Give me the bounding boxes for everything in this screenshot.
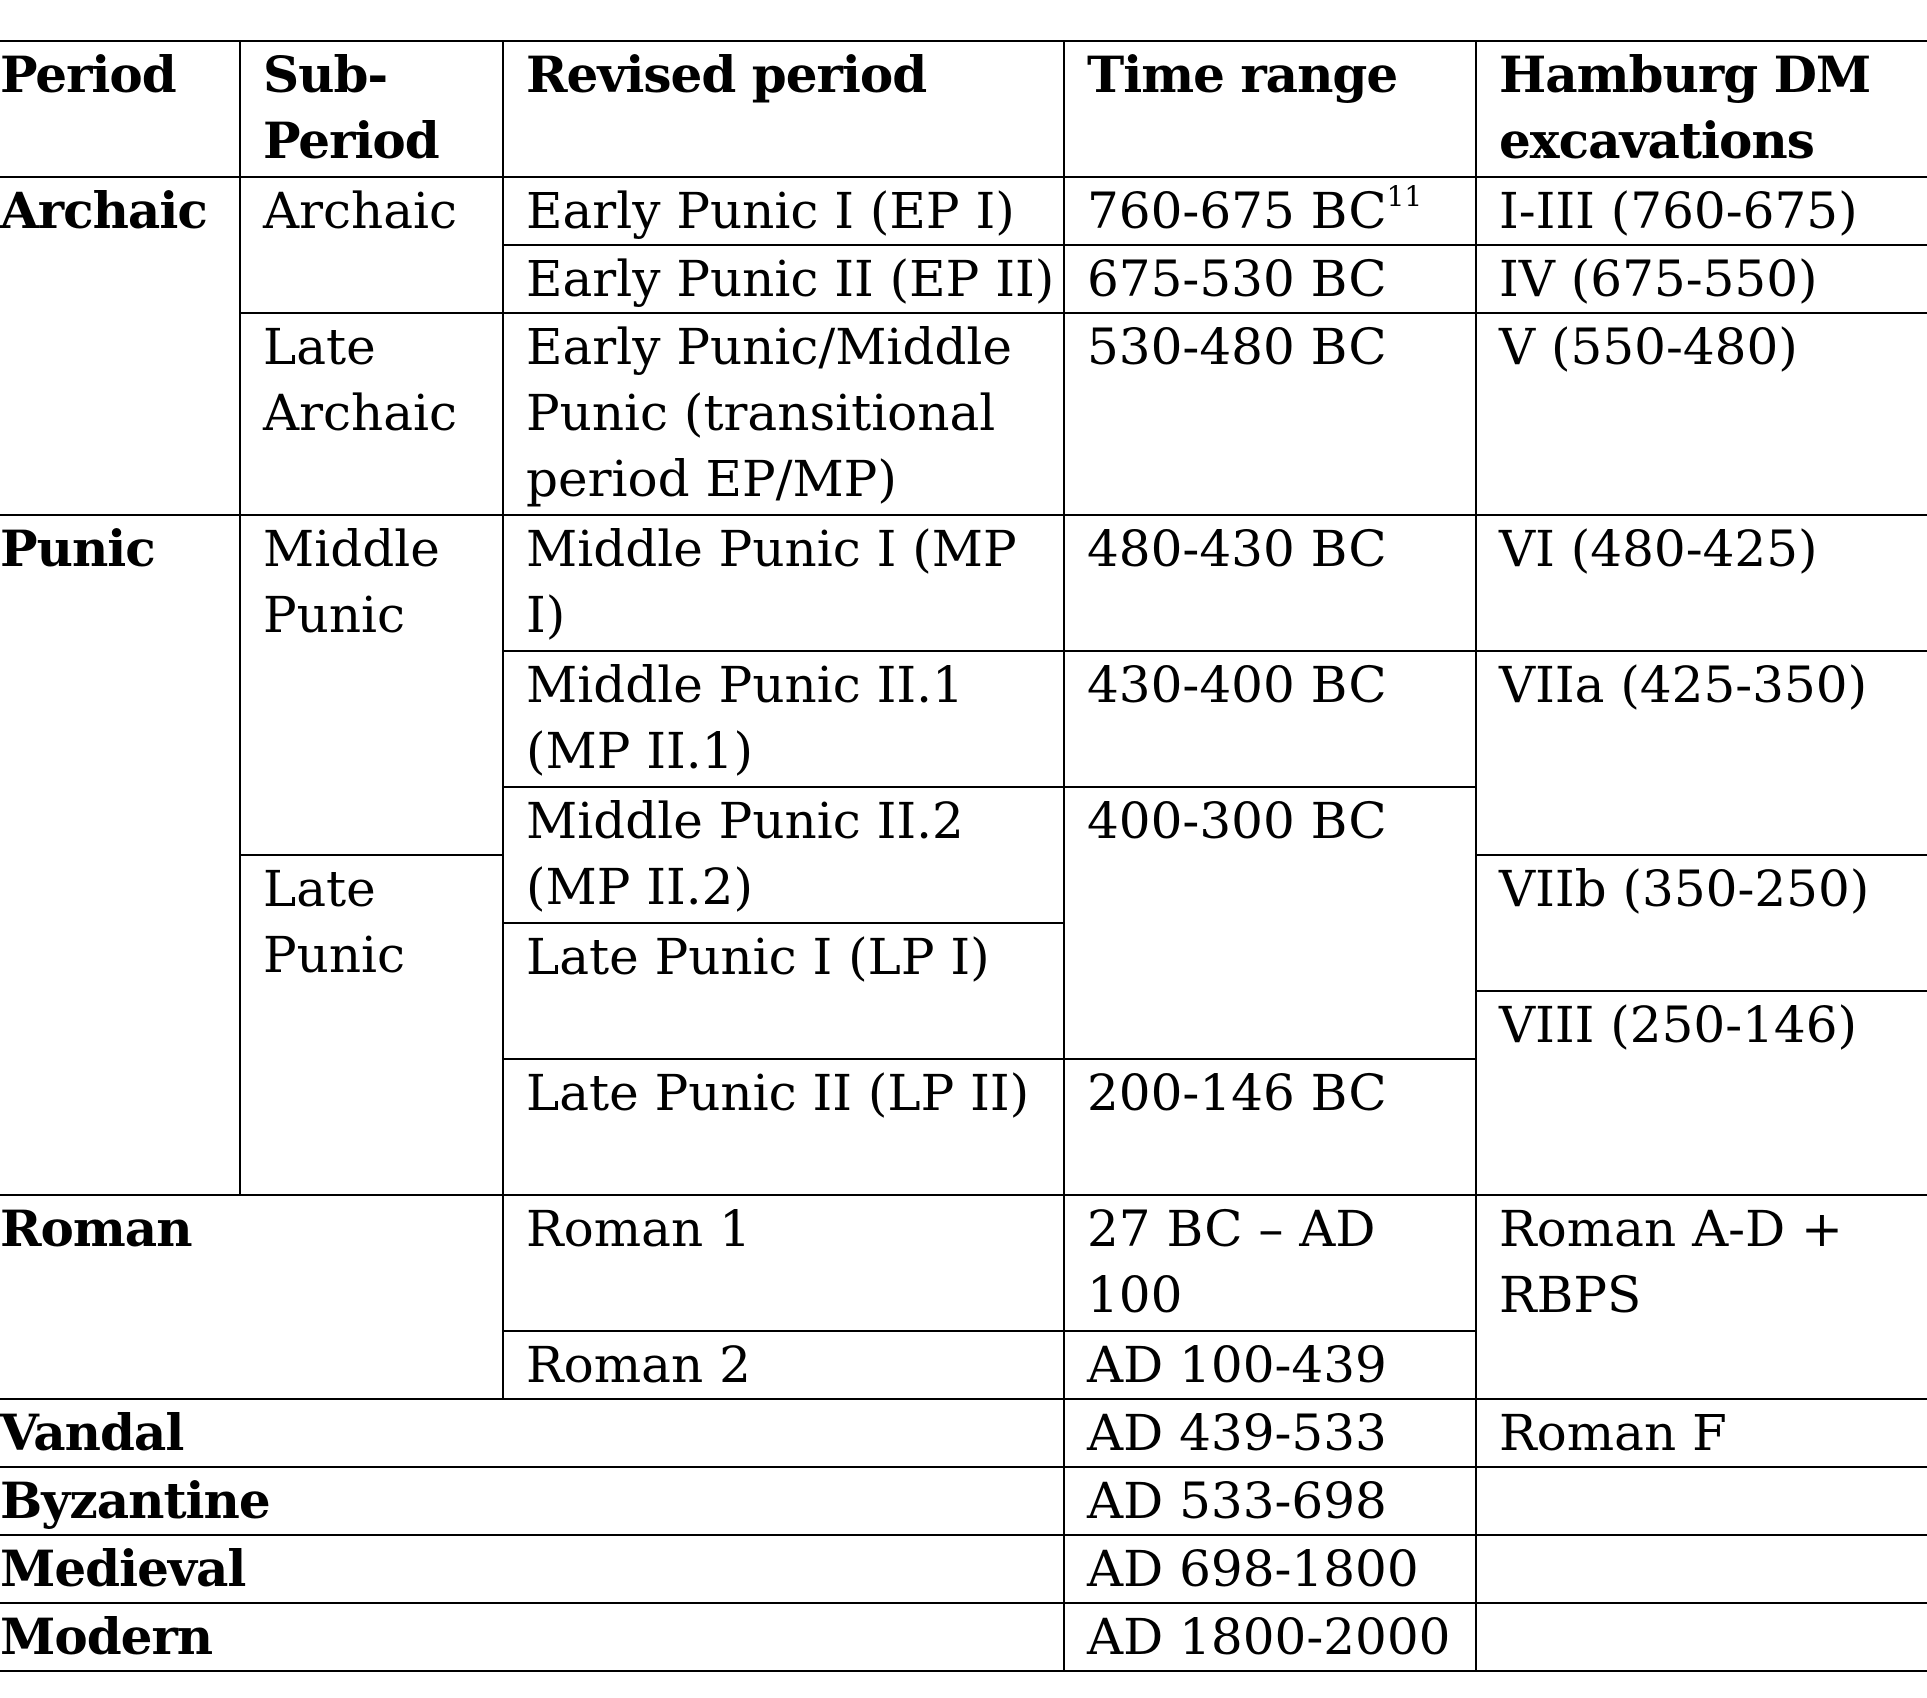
header-time-range: Time range (1064, 41, 1476, 177)
hamburg-viia: VIIa (425-350) (1476, 651, 1927, 855)
period-medieval: Medieval (0, 1535, 1064, 1603)
revised-lp2: Late Punic II (LP II) (503, 1059, 1064, 1195)
sub-period-late-punic: Late Punic (240, 855, 503, 1195)
time-vandal: AD 439-533 (1064, 1399, 1476, 1467)
hamburg-viib: VIIb (350-250) (1476, 855, 1927, 991)
time-lp2: 200-146 BC (1064, 1059, 1476, 1195)
hamburg-i-iii: I-III (760-675) (1476, 177, 1927, 245)
table-row (0, 1467, 1927, 1535)
time-ep1-text: 760-675 BC (1087, 182, 1387, 240)
hamburg-empty (1476, 1467, 1927, 1535)
footnote-marker: 11 (1386, 180, 1423, 213)
period-modern: Modern (0, 1603, 1064, 1671)
table-row (0, 177, 1927, 245)
header-revised-period: Revised period (503, 41, 1064, 177)
table-row (0, 515, 1927, 583)
time-modern: AD 1800-2000 (1064, 1603, 1476, 1671)
header-hamburg: Hamburg DM excavations (1476, 41, 1927, 177)
time-medieval: AD 698-1800 (1064, 1535, 1476, 1603)
time-roman1: 27 BC – AD 100 (1064, 1195, 1476, 1331)
revised-ep-mp: Early Punic/Middle Punic (transitional period EP/MP) (503, 313, 1064, 515)
revised-ep1: Early Punic I (EP I) (503, 177, 1064, 245)
time-roman2: AD 100-439 (1064, 1331, 1476, 1399)
time-ep-mp: 530-480 BC (1064, 313, 1476, 515)
revised-roman1: Roman 1 (503, 1195, 1064, 1331)
time-ep2: 675-530 BC (1064, 245, 1476, 313)
revised-ep2: Early Punic II (EP II) (503, 245, 1064, 313)
table-row (0, 1535, 1927, 1603)
period-vandal: Vandal (0, 1399, 1064, 1467)
hamburg-empty (1476, 1603, 1927, 1671)
period-archaic: Archaic (0, 177, 240, 515)
sub-period-archaic: Archaic (240, 177, 503, 313)
hamburg-empty (1476, 1535, 1927, 1603)
time-byzantine: AD 533-698 (1064, 1467, 1476, 1535)
hamburg-iv: IV (675-550) (1476, 245, 1927, 313)
hamburg-v: V (550-480) (1476, 313, 1927, 515)
revised-mp1: Middle Punic I (MP I) (503, 515, 1064, 651)
hamburg-roman-f: Roman F (1476, 1399, 1927, 1467)
header-period: Period (0, 41, 240, 177)
revised-mp21: Middle Punic II.1 (MP II.1) (503, 651, 1064, 787)
time-mp1: 480-430 BC (1064, 515, 1476, 651)
chronology-table (0, 40, 1927, 1672)
table-row (0, 1195, 1927, 1331)
hamburg-vi: VI (480-425) (1476, 515, 1927, 651)
time-ep1 (1064, 177, 1476, 245)
header-row (0, 41, 1927, 177)
chronology-page (0, 40, 1927, 1672)
table-row (0, 1399, 1927, 1467)
period-roman: Roman (0, 1195, 503, 1399)
revised-lp1: Late Punic I (LP I) (503, 923, 1064, 1059)
period-byzantine: Byzantine (0, 1467, 1064, 1535)
header-sub-period: Sub-Period (240, 41, 503, 177)
time-mp21: 430-400 BC (1064, 651, 1476, 787)
revised-mp22: Middle Punic II.2 (MP II.2) (503, 787, 1064, 923)
sub-period-late-archaic: Late Archaic (240, 313, 503, 515)
hamburg-viii: VIII (250-146) (1476, 991, 1927, 1195)
sub-period-middle-punic: Middle Punic (240, 515, 503, 855)
hamburg-roman-ad: Roman A-D + RBPS (1476, 1195, 1927, 1399)
time-mp22: 400-300 BC (1064, 787, 1476, 1059)
table-row (0, 313, 1927, 515)
revised-roman2: Roman 2 (503, 1331, 1064, 1399)
table-row (0, 1603, 1927, 1671)
period-punic: Punic (0, 515, 240, 1195)
